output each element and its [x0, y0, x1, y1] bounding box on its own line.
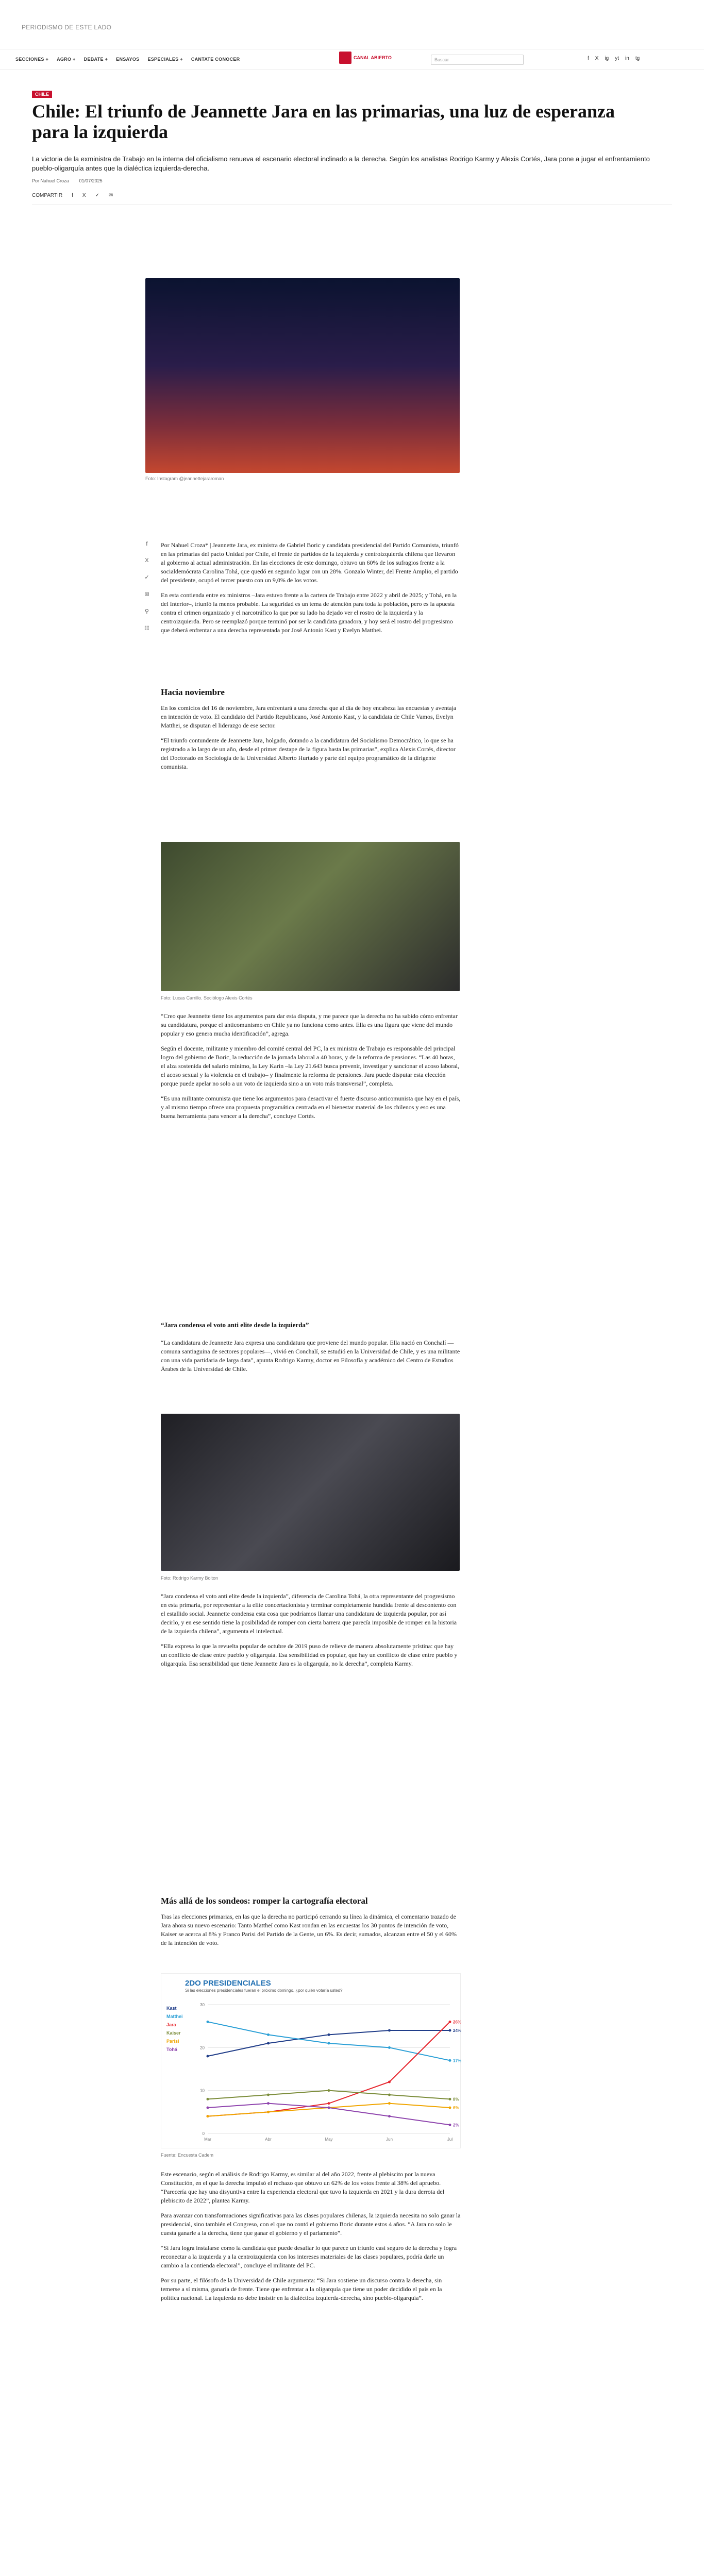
header-divider: [32, 204, 672, 205]
byline: [32, 178, 103, 183]
instagram-icon[interactable]: ig: [605, 56, 609, 61]
mas-alla-paragraph-1: Tras las elecciones primarias, en las que la derecha no participó cerrando su línea la dinámica, el comentario trazado de Jara ahora su nuevo escenario: Tanto Mattheí como Kast rondan en las encuestas los 30 puntos de intención de voto, Kaiser se acerca al 8% y Franco Parisi del Partido de la Gente, un 6%. Es decir, sumados, alcanzan entre el 50 y el 60% de la intención de voto.: [161, 1913, 457, 1946]
chart-legend-entry: Parisi: [166, 2039, 179, 2044]
after-q1-paragraph-2: “Ella expresa lo que la revuelta popular de octubre de 2019 puso de relieve de manera absolutamente prístina: que hay un conflicto de clase entre pueblo y oligarquía. Esa sensibilidad es popular, que hay un conflicto de clase entre pueblo y oligarquía. Esa sensibilidad que tiene Jeannette Jara es la oligarquía, no la derecha”, completa Karmy.: [161, 1642, 458, 1667]
chart-x-tick-label: Jun: [386, 2137, 393, 2142]
chart-series-line: [208, 2022, 450, 2060]
section-noviembre: [161, 704, 461, 777]
top-strip: [0, 0, 704, 49]
chart-caption: Fuente: Encuesta Cadem: [161, 2153, 214, 2158]
logo-text: CANAL ABIERTO: [354, 55, 392, 60]
middle-paragraph-1: “Creo que Jeannette tiene los argumentos para dar esta disputa, y me parece que la derecha no ha sabido cómo enfrentar su candidatura, porque el anticomunismo en Chile ya no funciona como antes. Ella es una figura que viene del mundo popular y eso genera mucha identificación”, agrega.: [161, 1012, 458, 1037]
intro-paragraph-1: Por Nahuel Croza* | Jeannette Jara, ex ministra de Gabriel Boric y candidata presidencial del Partido Comunista, triunfó en las primarias del pacto Unidad por Chile, el frente de partidos de la izquierda y centroizquierda chilena que llevaron al gobierno al actual administración. En las elecciones de este domingo, obtuvo un 60% de los sufragios frente a la socialdemócrata Carolina Tohá, que quedó en segundo lugar con un 28%. Gonzalo Winter, del Frente Amplio, el partido del presidente, ocupó el tercer puesto con un 9,0% de los votos.: [161, 541, 459, 584]
chart-y-tick-label: 10: [200, 2088, 205, 2093]
main-header: [0, 49, 704, 70]
main-nav: [15, 57, 240, 62]
chart-point: [449, 2107, 451, 2109]
nav-debate[interactable]: DEBATE +: [83, 57, 108, 62]
intro-paragraph-2: En esta contienda entre ex ministros –Jara estuvo frente a la cartera de Trabajo entre 2022 y abril de 2025; y Tohá, en la del Interior–, triunfó la menos probable. La seguridad es un tema de atención para toda la población, pero es la apuesta contra el crimen organizado y el narcotráfico la que por su lado ha dejado ver el rostro de la izquierda y la centroizquierda. Pero se reemplazó porque terminó por ser la candidata ganadora, y hoy será el rostro del progresismo que deberá enfrentar a una derecha representada por José Antonio Kast y Evelyn Matthei.: [161, 591, 457, 634]
chart-legend-entry: Kast: [166, 2006, 177, 2011]
chart-point: [267, 2111, 270, 2113]
share-email-icon[interactable]: ✉: [108, 193, 113, 198]
karmy-caption: Foto: Rodrigo Karmy Bolton: [161, 1575, 219, 1581]
chart-point: [449, 2021, 451, 2023]
article-title: Chile: El triunfo de Jeannette Jara en las primarias, una luz de esperanza para la izquierda: [32, 101, 615, 142]
chart-point: [267, 2102, 270, 2105]
chart-data-label: 8%: [453, 2097, 459, 2102]
chart-point: [207, 2021, 209, 2023]
sidebar-facebook-icon[interactable]: f: [146, 541, 148, 547]
share-facebook-icon[interactable]: f: [72, 193, 73, 198]
site-logo[interactable]: [339, 52, 392, 64]
section-after-q1: [161, 1592, 461, 1674]
chart-point: [449, 2098, 451, 2100]
poll-chart: [161, 1973, 461, 2148]
after-chart-paragraph-3: “Si Jara logra instalarse como la candidata que puede desafiar lo que parece un triunfo casi seguro de la derecha y logra reconectar a la izquierda y a la centroizquierda con los intereses materiales de las clases populares, podría darle un cambio a la contienda electoral”, concluye el militante del PC.: [161, 2244, 457, 2269]
share-x-icon[interactable]: X: [82, 193, 86, 198]
chart-point: [328, 2033, 330, 2036]
chart-point: [207, 2098, 209, 2100]
chart-legend-entry: Kaiser: [166, 2030, 181, 2036]
chart-legend-entry: Matthei: [166, 2014, 183, 2019]
search-placeholder: Buscar: [434, 57, 449, 62]
article-kicker[interactable]: CHILE: [32, 91, 52, 98]
chart-x-tick-label: Mar: [204, 2137, 211, 2142]
chart-point: [388, 2081, 391, 2083]
chart-x-tick-label: May: [325, 2137, 333, 2142]
chart-data-label: 17%: [453, 2058, 461, 2063]
chart-data-label: 26%: [453, 2020, 461, 2025]
after-q1-paragraph-1: “Jara condensa el voto anti elite desde la izquierda”, diferencia de Carolina Tohá, la otra representante del progresismo en esta primaria, por representar a la elite concertacionista y terminar completamente hundida frente al descontento con el estallido social. Jeannette condensa esta cosa que podríamos llamar una candidatura de izquierda popular, por así decirlo, y en ese sentido tiene la posibilidad de romper con cierta barrera que parecía imposible de romper en la historia de la izquierda chilena”, argumenta el intelectual.: [161, 1592, 457, 1635]
chart-svg: [161, 1974, 461, 2149]
chart-point: [267, 2094, 270, 2096]
share-whatsapp-icon[interactable]: ✓: [95, 193, 99, 198]
sidebar-comment-icon[interactable]: ☷: [144, 625, 149, 632]
chart-point: [449, 2059, 451, 2062]
chart-title: 2DO PRESIDENCIALES: [185, 1979, 271, 1988]
search-box[interactable]: [431, 55, 524, 65]
noviembre-paragraph-1: En los comicios del 16 de noviembre, Jara enfrentará a una derecha que al día de hoy encabeza las encuestas y aventaja en intención de voto. El candidato del Partido Republicano, José Antonio Kast, y la candidata de Chile Vamos, Evelyn Matthei, se disputan el liderazgo de ese sector.: [161, 704, 457, 729]
cortes-caption: Foto: Lucas Carrillo. Sociólogo Alexis Cortés: [161, 995, 253, 1001]
article-lead: La victoria de la exministra de Trabajo en la interna del oficialismo renueva el escenario electoral inclinado a la derecha. Según los analistas Rodrigo Karmy y Alexis Cortés, Jara pone a jugar el enfrentamiento pueblo-oligarquía antes que la dialéctica izquierda-derecha.: [32, 155, 650, 172]
chart-point: [267, 2042, 270, 2045]
chart-data-label: 6%: [453, 2106, 459, 2110]
chart-data-label: 24%: [453, 2028, 461, 2033]
chart-data-label: 2%: [453, 2123, 459, 2128]
facebook-icon[interactable]: f: [588, 56, 589, 61]
sidebar-email-icon[interactable]: ✉: [144, 591, 149, 598]
chart-series-line: [208, 2091, 450, 2099]
main-image: [145, 278, 460, 473]
after-chart-paragraph-2: Para avanzar con transformaciones significativas para las clases populares chilenas, la izquierda necesita no solo ganar la presidencial, sino también el Congreso, con el que no contó el gobierno Boric durante estos 4 años. “A Jara no solo le cuesta ganarle a la derecha, tiene que ganar el gobierno y el parlamento”.: [161, 2212, 461, 2236]
x-icon[interactable]: X: [595, 56, 599, 61]
chart-y-tick-label: 30: [200, 2003, 205, 2007]
site-tagline: PERIODISMO DE ESTE LADO: [22, 24, 112, 31]
chart-subtitle: Si las elecciones presidenciales fueran el próximo domingo, ¿por quién votaría usted?: [185, 1988, 343, 1993]
linkedin-icon[interactable]: in: [625, 56, 629, 61]
header-socials: [588, 56, 640, 61]
chart-point: [388, 2029, 391, 2032]
chart-point: [207, 2107, 209, 2109]
logo-mark-icon: [339, 52, 351, 64]
chart-point: [449, 2029, 451, 2032]
chart-y-tick-label: 20: [200, 2045, 205, 2050]
middle-paragraph-3: “Es una militante comunista que tiene los argumentos para desactivar el fuerte discurso anticomunista que hay en el país, y al mismo tiempo ofrece una propuesta programática centrada en el bienestar material de los chilenos y eso es una buena herramienta para vencer a la derecha”, concluye Cortés.: [161, 1095, 461, 1120]
section-after-chart: [161, 2170, 461, 2309]
after-chart-paragraph-1: Este escenario, según el análisis de Rodrigo Karmy, es similar al del año 2022, frente al plebiscito por la nueva Constitución, en el que la derecha impulsó el rechazo que obtuvo un 62% de los votos frente al 38% del apruebo. “Parecería que hay una disyuntiva entre la experiencia electoral que tuvo la izquierda en 2021 y la dura derrota del plebiscito de 2022”, plantea Karmy.: [161, 2171, 445, 2204]
middle-paragraph-2: Según el docente, militante y miembro del comité central del PC, la ex ministra de Trabajo es responsable del principal logro del gobierno de Boric, la reducción de la jornada laboral a 40 horas, y de la reforma de pensiones. “Las 40 horas, el alza sostenida del salario mínimo, la Ley Karin –la Ley 21.643 busca prevenir, investigar y sancionar el acoso laboral, el acoso sexual y la violencia en el trabajo– y finalmente la reforma de pensiones. Jara puede disputar esta elección porque puede apelar no solo a un voto de izquierda sino a un voto más transversal”, completa.: [161, 1045, 459, 1087]
share-bar: [32, 193, 113, 198]
nav-agro[interactable]: AGRO +: [57, 57, 76, 62]
sidebar-whatsapp-icon[interactable]: ✓: [144, 574, 149, 581]
nav-especiales[interactable]: ESPECIALES +: [147, 57, 183, 62]
nav-cantate[interactable]: CANTATE CONOCER: [191, 57, 240, 62]
heading-mas-alla: Más allá de los sondeos: romper la cartografía electoral: [161, 1896, 368, 1906]
share-label: COMPARTIR: [32, 193, 63, 198]
chart-point: [388, 2094, 391, 2096]
nav-ensayos[interactable]: ENSAYOS: [116, 57, 140, 62]
chart-point: [328, 2042, 330, 2045]
quote-heading-1: “Jara condensa el voto anti elite desde la izquierda”: [161, 1321, 309, 1329]
chart-legend-entry: Jara: [166, 2022, 176, 2027]
chart-point: [207, 2115, 209, 2117]
section-q1: [161, 1338, 461, 1380]
after-chart-paragraph-4: Por su parte, el filósofo de la Universidad de Chile argumenta: “Si Jara sostiene un discurso contra la derecha, sin temerse a sí misma, ganaría de frente. Tiene que enfrentar a la oligarquía que tiene un poder decidido el país en la política nacional. La izquierda no debe insistir en la dialéctica izquierda-derecha, sino pueblo-oligarquía”.: [161, 2277, 442, 2301]
karmy-photo: [161, 1414, 460, 1571]
chart-point: [388, 2115, 391, 2117]
chart-point: [449, 2124, 451, 2126]
chart-point: [207, 2055, 209, 2058]
chart-point: [328, 2102, 330, 2105]
chart-point: [388, 2102, 391, 2105]
q1-paragraph-1: “La candidatura de Jeannette Jara expresa una candidatura que proviene del mundo popular. Ella nació en Conchalí —comuna santiaguina de sectores populares—, vivió en Conchalí, se estudió en la Universidad de Chile, y es una militante con una vida partidaria de larga data”, apunta Rodrigo Karmy, doctor en Filosofía y académico del Centro de Estudios Árabes de la Universidad de Chile.: [161, 1339, 460, 1372]
chart-x-tick-label: Jul: [447, 2137, 453, 2142]
telegram-icon[interactable]: tg: [635, 56, 640, 61]
noviembre-paragraph-2: “El triunfo contundente de Jeannette Jara, holgado, dotando a la candidatura del Socialismo Democrático, lo que se ha registrado a lo largo de un año, desde el primer destape de la figura hasta las primarias”, explica Alexis Cortés, director del Doctorado en Sociología de la Universidad Alberto Hurtado y parte del equipo programático de la dirigente comunista.: [161, 737, 456, 770]
main-image-caption: Foto: Instagram @jeannettejararoman: [145, 476, 224, 481]
heading-noviembre: Hacia noviembre: [161, 687, 225, 697]
chart-point: [328, 2107, 330, 2109]
sidebar-x-icon[interactable]: X: [145, 557, 149, 564]
chart-legend-entry: Tohá: [166, 2047, 177, 2052]
nav-secciones[interactable]: SECCIONES +: [15, 57, 49, 62]
byline-author[interactable]: Por Nahuel Croza: [32, 178, 69, 183]
chart-x-tick-label: Abr: [265, 2137, 272, 2142]
chart-point: [328, 2089, 330, 2092]
cortes-photo: [161, 842, 460, 991]
byline-date: 01/07/2025: [79, 178, 103, 183]
chart-point: [267, 2033, 270, 2036]
chart-point: [388, 2046, 391, 2049]
section-mas-alla: [161, 1912, 461, 1954]
section-middle: [161, 1012, 461, 1127]
chart-y-tick-label: 0: [202, 2131, 205, 2136]
article-intro: [161, 541, 461, 641]
share-sidebar: [144, 541, 149, 632]
sidebar-search-icon[interactable]: ⚲: [144, 608, 149, 615]
youtube-icon[interactable]: yt: [615, 56, 619, 61]
